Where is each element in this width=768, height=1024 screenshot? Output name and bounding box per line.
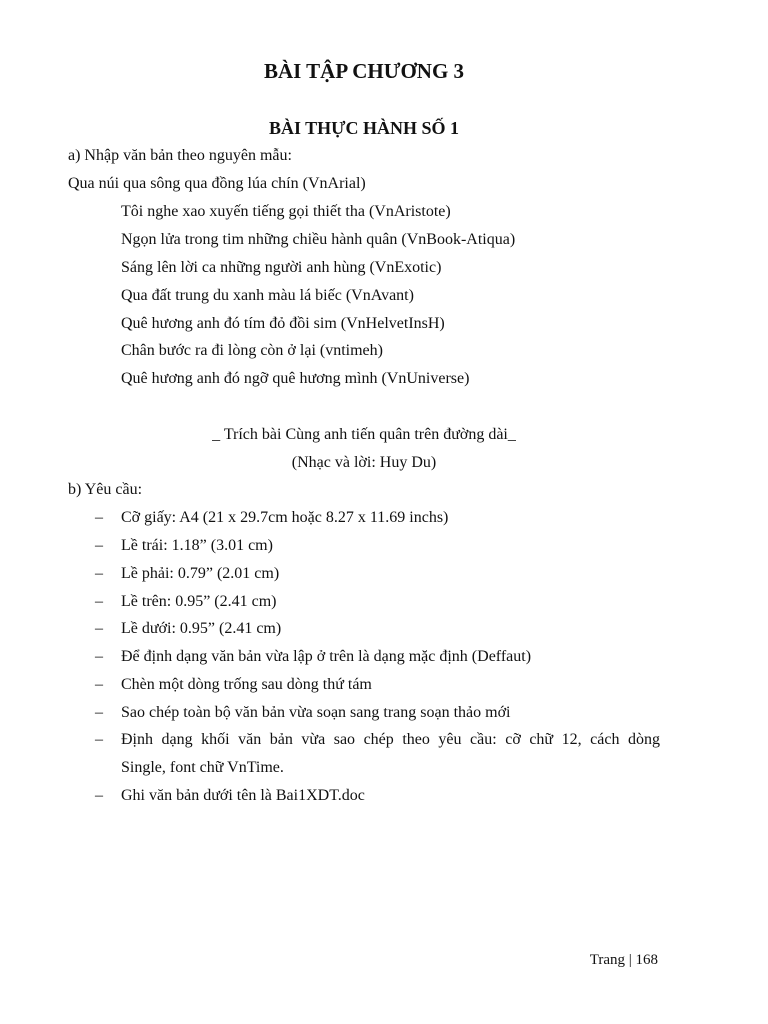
bullet-dash: –: [95, 593, 103, 610]
bullet-dash: –: [95, 704, 103, 721]
poem-author: (Nhạc và lời: Huy Du): [291, 454, 437, 471]
requirement-item: Định dạng khối văn bản vừa sao chép theo yêu cầu: cỡ chữ 12, cách dòng: [121, 731, 660, 748]
bullet-dash: –: [95, 537, 103, 554]
poem-line: Sáng lên lời ca những người anh hùng (VnExotic): [121, 259, 442, 276]
requirement-item: Chèn một dòng trống sau dòng thứ tám: [121, 676, 372, 693]
requirement-item: Để định dạng văn bản vừa lập ở trên là dạng mặc định (Deffaut): [121, 648, 532, 665]
page-number: Trang | 168: [589, 952, 658, 968]
requirement-item-continuation: Single, font chữ VnTime.: [121, 759, 284, 776]
poem-line: Quê hương anh đó tím đỏ đồi sim (VnHelvetInsH): [121, 315, 445, 332]
exercise-subtitle: BÀI THỰC HÀNH SỐ 1: [268, 118, 460, 138]
part-a-label: a) Nhập văn bản theo nguyên mẫu:: [68, 147, 292, 164]
requirement-item: Cỡ giấy: A4 (21 x 29.7cm hoặc 8.27 x 11.69 inchs): [121, 509, 449, 526]
bullet-dash: –: [95, 676, 103, 693]
bullet-dash: –: [95, 620, 103, 637]
bullet-dash: –: [95, 731, 103, 748]
requirement-item: Sao chép toàn bộ văn bản vừa soạn sang trang soạn thảo mới: [121, 704, 511, 721]
page-title: BÀI TẬP CHƯƠNG 3: [263, 59, 465, 83]
requirement-item: Lề trên: 0.95” (2.41 cm): [121, 593, 277, 610]
bullet-dash: –: [95, 565, 103, 582]
requirement-item: Lề trái: 1.18” (3.01 cm): [121, 537, 273, 554]
poem-line: Ngọn lửa trong tim những chiều hành quân (VnBook-Atiqua): [121, 231, 516, 248]
requirement-item: Ghi văn bản dưới tên là Bai1XDT.doc: [121, 787, 365, 804]
poem-first-line: Qua núi qua sông qua đồng lúa chín (VnArial): [68, 175, 366, 192]
bullet-dash: –: [95, 787, 103, 804]
poem-line: Qua đất trung du xanh màu lá biếc (VnAvant): [121, 287, 414, 304]
bullet-dash: –: [95, 648, 103, 665]
part-b-label: b) Yêu cầu:: [68, 481, 143, 498]
poem-line: Tôi nghe xao xuyến tiếng gọi thiết tha (VnAristote): [121, 203, 451, 220]
requirement-item: Lề phải: 0.79” (2.01 cm): [121, 565, 280, 582]
poem-line: Quê hương anh đó ngỡ quê hương mình (VnUniverse): [121, 370, 470, 387]
bullet-dash: –: [95, 509, 103, 526]
requirement-item: Lề dưới: 0.95” (2.41 cm): [121, 620, 282, 637]
poem-line: Chân bước ra đi lòng còn ở lại (vntimeh): [121, 342, 383, 359]
poem-source: _ Trích bài Cùng anh tiến quân trên đường dài_: [212, 426, 516, 443]
